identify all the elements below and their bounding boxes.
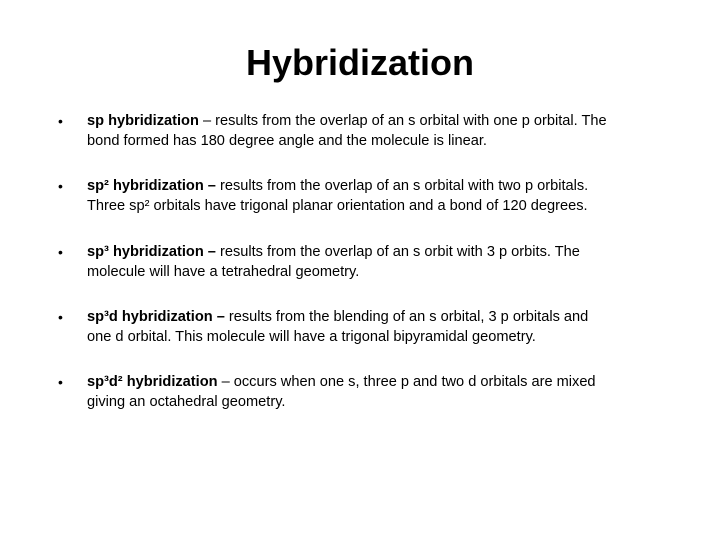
bullet-icon: •	[58, 309, 63, 325]
description-line2: one d orbital. This molecule will have a trigonal bipyramidal geometry.	[87, 329, 536, 345]
bullet-text	[87, 372, 596, 412]
bullet-text	[87, 242, 580, 282]
bullet-icon: •	[58, 178, 63, 194]
bullet-icon: •	[58, 374, 63, 390]
description: – occurs when one s, three p and two d orbitals are mixed	[217, 374, 596, 390]
description-line2: Three sp² orbitals have trigonal planar orientation and a bond of 120 degrees.	[87, 198, 588, 214]
bullet-icon: •	[58, 113, 63, 129]
term: sp³ hybridization –	[87, 244, 216, 260]
bullet-icon: •	[58, 244, 63, 260]
description: results from the overlap of an s orbit with 3 p orbits. The	[215, 244, 580, 260]
description-line2: molecule will have a tetrahedral geometry.	[87, 264, 360, 280]
bullet-text	[87, 111, 607, 151]
description: results from the overlap of an s orbital with two p orbitals.	[215, 178, 589, 194]
term: sp³d hybridization –	[87, 309, 225, 325]
bullet-text	[87, 307, 588, 347]
term: sp² hybridization –	[87, 178, 216, 194]
description-line2: giving an octahedral geometry.	[87, 394, 286, 410]
term: sp hybridization	[87, 113, 199, 129]
description: results from the blending of an s orbital, 3 p orbitals and	[224, 309, 589, 325]
description-line2: bond formed has 180 degree angle and the molecule is linear.	[87, 133, 487, 149]
description: – results from the overlap of an s orbital with one p orbital. The	[198, 113, 607, 129]
term: sp³d² hybridization	[87, 374, 218, 390]
slide-title: Hybridization	[245, 42, 474, 83]
bullet-text	[87, 176, 588, 216]
